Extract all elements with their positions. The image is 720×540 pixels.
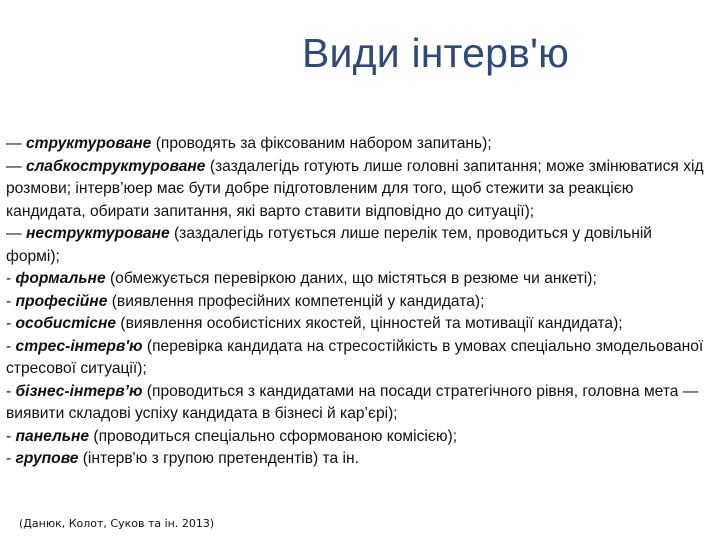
list-item — [6, 313, 706, 336]
interview-types-list — [6, 133, 706, 471]
source-citation: (Данюк, Колот, Суков та ін. 2013) — [19, 517, 215, 530]
item-description: (перевірка кандидата на стресостійкість в умовах спеціально змодельованої стресової ситуації); — [6, 337, 704, 377]
item-term: слабкоструктуроване — [25, 157, 206, 175]
item-term: групове — [15, 450, 79, 467]
item-description: (виявлення професійних компетенцій у кандидата); — [107, 292, 485, 310]
list-item — [6, 156, 706, 224]
item-prefix: - — [6, 450, 16, 467]
item-description: (проводиться з кандидатами на посади стратегічного рівня, головна мета — виявити складові успіху кандидата в бізнесі й кар’єрі); — [6, 382, 699, 422]
list-item — [6, 381, 706, 426]
item-term: неструктуроване — [25, 225, 170, 242]
item-prefix: - — [6, 292, 16, 310]
item-term: структуроване — [25, 135, 152, 152]
item-prefix: - — [6, 270, 16, 287]
item-term: стрес-інтерв'ю — [15, 337, 143, 355]
item-term: особистісне — [15, 315, 117, 332]
item-prefix: - — [6, 315, 16, 332]
item-term: бізнес-інтерв’ю — [15, 382, 143, 400]
item-description: (виявлення особистісних якостей, цінностей та мотивації кандидата); — [116, 315, 623, 332]
item-term: професійне — [15, 292, 108, 310]
item-description: (обмежується перевіркою даних, що містяться в резюме чи анкеті); — [105, 270, 597, 287]
list-item — [6, 336, 706, 381]
item-description: (інтерв'ю з групою претендентів) та ін. — [78, 450, 359, 467]
item-description: (проводять за фіксованим набором запитань); — [151, 135, 492, 152]
list-item — [6, 223, 706, 268]
item-term: панельне — [15, 427, 90, 445]
list-item — [6, 426, 706, 449]
list-item — [6, 268, 706, 291]
item-prefix: — — [6, 135, 26, 152]
item-prefix: — — [6, 225, 26, 242]
item-prefix: - — [6, 427, 16, 445]
item-prefix: - — [6, 337, 16, 355]
slide-title: Види інтерв'ю — [302, 30, 570, 76]
item-prefix: — — [6, 157, 26, 175]
list-item — [6, 133, 706, 156]
item-prefix: - — [6, 382, 16, 400]
list-item — [6, 448, 706, 471]
item-description: (проводиться спеціально сформованою комісією); — [89, 427, 458, 445]
item-description: (заздалегідь готують лише головні запитання; може змінюватися хід розмови; інтерв’юер має бути добре підготовленим для того, щоб стежити за реакцією кандидата, обирати запитання, які варто ставити відповідно до ситуації); — [6, 157, 704, 220]
item-description: (заздалегідь готується лише перелік тем, проводиться у довільній формі); — [6, 225, 653, 265]
list-item — [6, 291, 706, 314]
item-term: формальне — [15, 270, 106, 287]
